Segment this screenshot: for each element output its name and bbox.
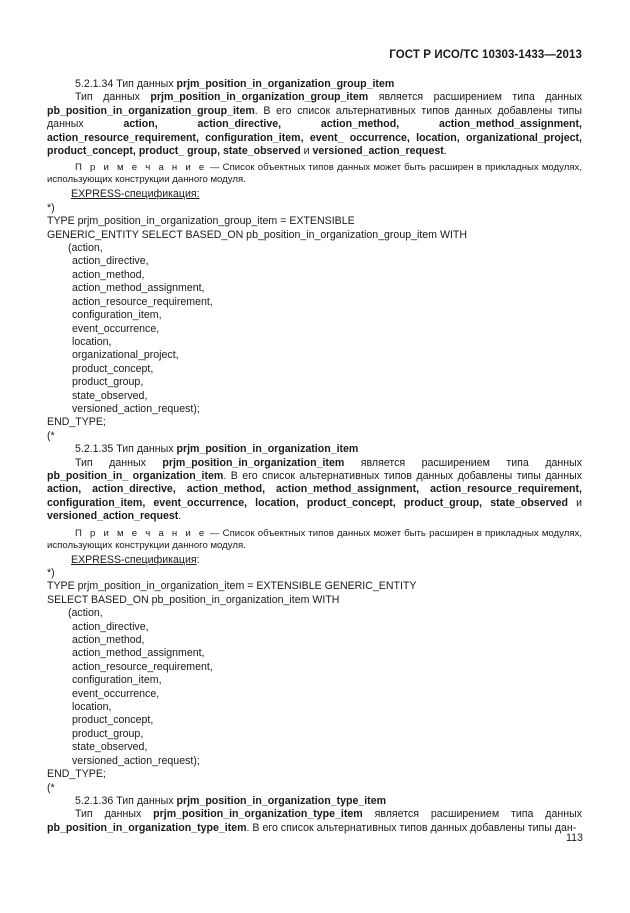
code-list-item: action_method, xyxy=(72,634,145,647)
section-heading: 5.2.1.34 Тип данных prjm_position_in_organization_group_item xyxy=(75,78,395,90)
code-end: END_TYPE; xyxy=(47,416,106,429)
code-list-item: action_resource_requirement, xyxy=(72,660,213,673)
code-list-item: action_resource_requirement, xyxy=(72,295,213,308)
code-list-first: (action, xyxy=(68,242,103,255)
code-list-item: state_observed, xyxy=(72,741,148,754)
code-list-item: product_concept, xyxy=(72,362,154,375)
code-list-item: versioned_action_request); xyxy=(72,402,200,415)
code-list-first: (action, xyxy=(68,607,103,620)
section-paragraph: Тип данных prjm_position_in_organization_item является расширением типа данных pb_position_in_ organization_item. В его список альтернативных типов данных добавлены типы данных action, action_directive, action_method, action_method_assignment, action_resource_requirement, configuration_item, event_occurrence, location, product_concept, product_group, state_observed и versioned_action_request. xyxy=(47,456,583,523)
code-list-item: event_occurrence, xyxy=(72,687,160,700)
code-list-item: product_concept, xyxy=(72,714,154,727)
code-list-item: organizational_project, xyxy=(72,349,179,362)
code-open: *) xyxy=(47,567,55,579)
page-content xyxy=(47,78,582,835)
code-close: (* xyxy=(47,429,55,442)
code-list-item: event_occurrence, xyxy=(72,322,160,335)
code-list-item: action_method_assignment, xyxy=(72,282,205,295)
code-list-item: action_directive, xyxy=(72,255,149,268)
section-paragraph: Тип данных prjm_position_in_organization_type_item является расширением типа данных pb_position_in_organization_type_item. В его список альтернативных типов данных добавлены типы дан- xyxy=(47,808,582,834)
note: П р и м е ч а н и е — Список объектных типов данных может быть расширен в прикладных модулях, использующих конструкции данного модуля. xyxy=(47,527,582,551)
code-list-item: versioned_action_request); xyxy=(72,754,200,767)
code-list-item: location, xyxy=(72,701,112,714)
document-header: ГОСТ Р ИСО/ТС 10303-1433—2013 xyxy=(389,49,582,61)
code-list-item: location, xyxy=(72,335,112,348)
code-list-item: action_method, xyxy=(72,268,145,281)
code-list-item: configuration_item, xyxy=(72,674,162,687)
code-list-item: action_method_assignment, xyxy=(72,647,205,660)
code-list-item: product_group, xyxy=(72,376,144,389)
express-label: EXPRESS-спецификация: xyxy=(71,553,200,566)
page-number: 113 xyxy=(566,832,583,844)
note: П р и м е ч а н и е — Список объектных типов данных может быть расширен в прикладных модулях, использующих конструкции данного модуля. xyxy=(47,162,582,186)
code-declaration: TYPE prjm_position_in_organization_group_item = EXTENSIBLE GENERIC_ENTITY SELECT BASED_ON pb_position_in_organization_group_item WITH xyxy=(47,215,468,241)
code-declaration: TYPE prjm_position_in_organization_item = EXTENSIBLE GENERIC_ENTITY SELECT BASED_ON pb_position_in_organization_item WITH xyxy=(47,580,417,606)
section-heading: 5.2.1.35 Тип данных prjm_position_in_organization_item xyxy=(75,443,359,456)
code-list-item: product_group, xyxy=(72,727,144,740)
code-list xyxy=(47,255,582,416)
section-heading: 5.2.1.36 Тип данных prjm_position_in_organization_type_item xyxy=(75,794,387,807)
code-list-item: configuration_item, xyxy=(72,309,162,322)
code-close: (* xyxy=(47,781,55,794)
code-list-item: state_observed, xyxy=(72,389,148,402)
express-label: EXPRESS-спецификация: xyxy=(71,188,200,201)
code-end: END_TYPE; xyxy=(47,768,106,781)
code-list-item: action_directive, xyxy=(72,620,149,633)
section-paragraph: Тип данных prjm_position_in_organization_group_item является расширением типа данных pb_position_in_organization_group_item. В его список альтернативных типов данных добавлены типы данных action, action_directive, action_method, action_method_assignment, action_resource_requirement, configuration_item, event_ occurrence, location, organizational_project, product_concept, product_ group, state_observed и versioned_action_request. xyxy=(47,91,582,158)
code-open: *) xyxy=(47,201,55,214)
code-list xyxy=(47,621,582,768)
